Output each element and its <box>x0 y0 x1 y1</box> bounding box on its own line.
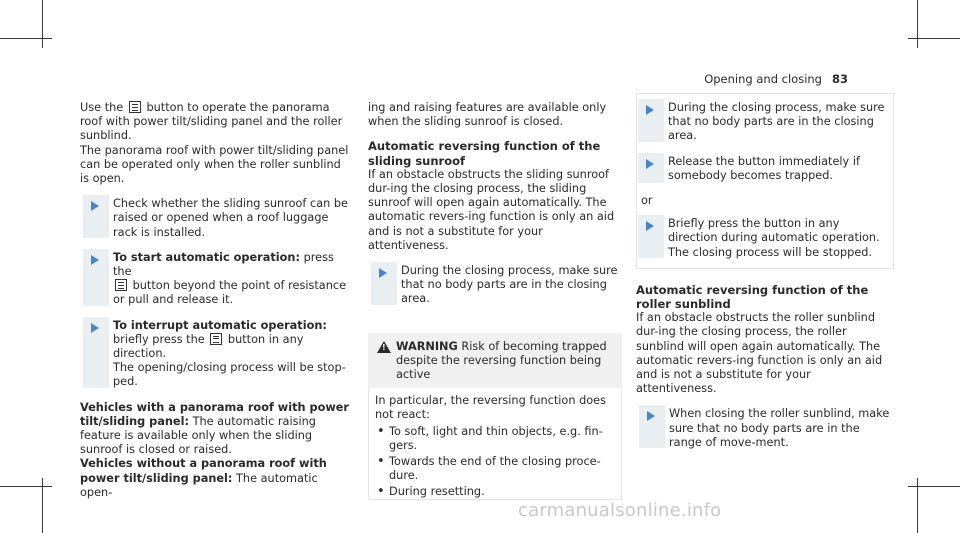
vehicles-without-panorama <box>80 457 350 500</box>
instruction-box <box>636 93 894 269</box>
crop-mark <box>908 486 960 487</box>
step-arrow-icon <box>83 317 109 388</box>
section-heading: Automatic reversing function of the sliding sunroof <box>368 139 601 168</box>
step-text: button in any direction. <box>113 332 304 361</box>
column-2 <box>368 101 622 500</box>
page-header <box>704 72 848 86</box>
label: Vehicles with a panorama roof with power tilt/sliding panel: <box>80 400 350 428</box>
step-sunblind-check <box>654 407 894 450</box>
label: Vehicles without a panorama roof with power tilt/sliding panel: <box>80 457 327 485</box>
warning-intro: In particular, the reversing function does not react: <box>375 394 607 422</box>
text: button to operate the panorama roof with power tilt/sliding panel and the roller sunblind. <box>80 101 343 143</box>
list-item: • During resetting. <box>375 485 615 499</box>
step-text: briefly press the <box>113 332 205 346</box>
step-text: Briefly press the button in any direction during automatic operation. <box>668 217 880 245</box>
step-note: The closing process will be stopped. <box>668 245 873 259</box>
step-arrow-icon <box>638 153 664 183</box>
column-3 <box>636 93 894 461</box>
step-check-roof-rack <box>98 197 350 240</box>
warning-body <box>368 388 622 500</box>
list-item: • To soft, light and thin objects, e.g. fin-gers. <box>375 425 615 453</box>
crop-mark <box>0 486 52 487</box>
text: The automatic open- <box>80 471 318 499</box>
step-arrow-icon <box>83 249 109 306</box>
step-closing-check <box>386 264 622 307</box>
roof-switch-icon <box>129 101 141 113</box>
step-arrow-icon <box>638 215 664 258</box>
or-text: or <box>641 194 653 208</box>
step-text: During the closing process, make sure that no body parts are in the closing area. <box>401 264 618 306</box>
warning-box <box>368 333 622 501</box>
warning-title: Risk of becoming trapped despite the reversing function being active <box>396 339 607 382</box>
step-label: To interrupt automatic operation: <box>113 318 327 332</box>
step-text: When closing the roller sunblind, make sure that no body parts are in the range of move-ment. <box>669 407 890 449</box>
list-item: • Towards the end of the closing proce-dure. <box>375 455 615 483</box>
step-interrupt-automatic <box>98 319 350 390</box>
step-text: Release the button immediately if somebody becomes trapped. <box>668 154 860 182</box>
crop-mark <box>42 478 43 533</box>
vehicles-with-panorama <box>80 401 350 458</box>
warning-icon <box>377 341 391 353</box>
warning-header <box>368 333 622 389</box>
step-text: button beyond the point of resistance or pull and release it. <box>113 279 347 307</box>
step-arrow-icon <box>639 405 665 448</box>
crop-mark <box>917 478 918 533</box>
text: The automatic raising feature is available only when the sliding sunroof is closed or raised. <box>80 414 316 457</box>
step-arrow-icon <box>638 99 664 142</box>
step-arrow-icon <box>83 195 109 238</box>
step-brief-press <box>653 217 885 260</box>
warning-label: WARNING <box>396 339 458 353</box>
text: Use the <box>80 101 124 114</box>
page-number: 83 <box>831 72 848 86</box>
crop-mark <box>917 0 918 48</box>
crop-mark <box>908 38 960 39</box>
watermark: carmanualsonline.info <box>518 500 722 521</box>
step-release-button <box>653 155 885 183</box>
section-heading: Automatic reversing function of the roller sunblind <box>636 282 869 312</box>
roof-switch-icon <box>115 279 127 291</box>
crop-mark <box>0 38 52 39</box>
roof-switch-icon <box>210 333 222 345</box>
crop-mark <box>42 0 43 48</box>
section-title: Opening and closing <box>704 72 822 86</box>
step-label: To start automatic operation: <box>113 250 300 264</box>
column-1 <box>80 101 350 500</box>
step-start-automatic <box>98 251 350 308</box>
step-text: press the <box>113 250 334 279</box>
reversing-paragraph: If an obstacle obstructs the roller sunblind dur-ing the closing process, the roller sunblind will open again automatically. The automatic revers-ing function is only an aid and is not a substitute for your attentiveness. <box>636 311 883 396</box>
step-arrow-icon <box>371 262 397 305</box>
continued-paragraph: ing and raising features are available only when the sliding sunroof is closed. <box>368 101 607 129</box>
reversing-paragraph: If an obstacle obstructs the sliding sunroof dur-ing the closing process, the sliding sunroof will open again automatically. The automatic revers-ing function is only an aid and is not a substitute for your attentiveness. <box>368 167 615 252</box>
step-note: The opening/closing process will be stop-ped. <box>113 361 346 389</box>
intro-paragraph <box>80 101 350 144</box>
intro-paragraph-2: The panorama roof with power tilt/sliding panel can be operated only when the roller sunblind is open. <box>80 143 349 186</box>
step-closing-check <box>653 101 885 144</box>
step-text: During the closing process, make sure that no body parts are in the closing area. <box>668 101 885 143</box>
step-text: Check whether the sliding sunroof can be raised or opened when a roof luggage rack is installed. <box>113 197 348 239</box>
